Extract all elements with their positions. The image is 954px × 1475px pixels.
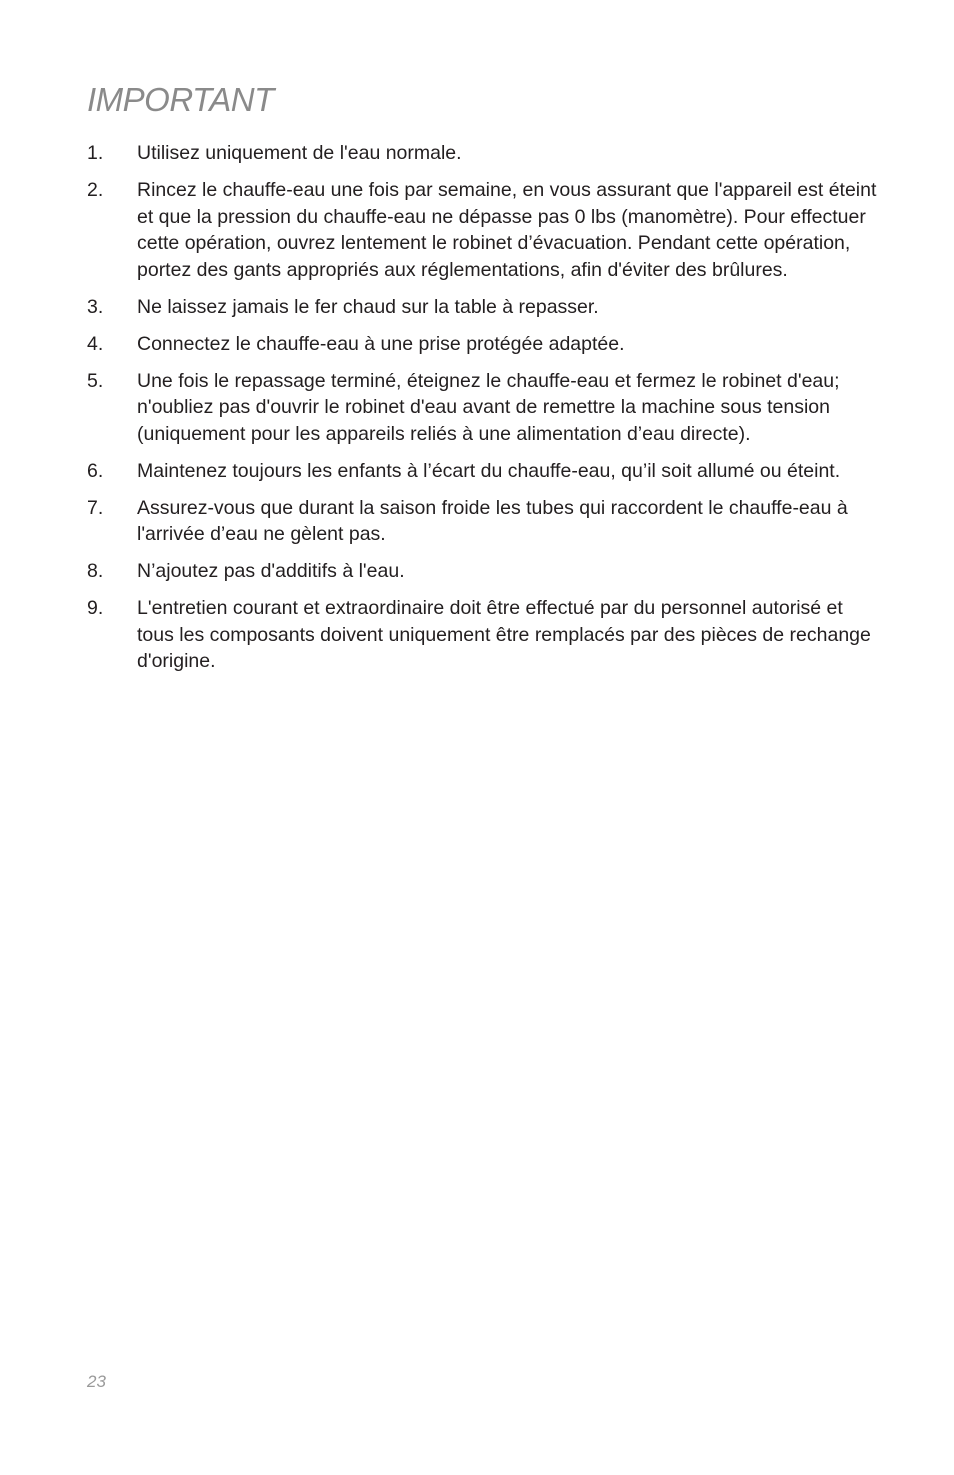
item-text: Ne laissez jamais le fer chaud sur la table à repasser. [137, 295, 599, 318]
item-number: 6. [87, 459, 104, 482]
item-number: 9. [87, 597, 104, 619]
item-text: Maintenez toujours les enfants à l’écart du chauffe-eau, qu’il soit allumé ou éteint. [137, 459, 841, 482]
list-item [87, 368, 877, 448]
list-item [87, 495, 877, 548]
list-item [87, 140, 877, 167]
item-text: Utilisez uniquement de l'eau normale. [137, 142, 462, 164]
item-number: 3. [87, 295, 104, 318]
list-item [87, 294, 877, 321]
item-number: 7. [87, 496, 104, 519]
list-item [87, 458, 877, 485]
list-item [87, 558, 877, 585]
item-text: N’ajoutez pas d'additifs à l'eau. [137, 560, 405, 582]
item-number: 8. [87, 560, 104, 582]
item-text: Une fois le repassage terminé, éteignez le chauffe-eau et fermez le robinet d'eau; n'oubliez pas d'ouvrir le robinet d'eau avant de remettre la machine sous tension (uniquement pour les appareils reliés à une alimentation d’eau directe). [137, 369, 840, 445]
item-text: Assurez-vous que durant la saison froide les tubes qui raccordent le chauffe-eau à l'arrivée d’eau ne gèlent pas. [137, 496, 848, 545]
item-number: 5. [87, 369, 104, 392]
item-text: Rincez le chauffe-eau une fois par semaine, en vous assurant que l'appareil est éteint et que la pression du chauffe-eau ne dépasse pas 0 lbs (manomètre). Pour effectuer cette opération, ouvrez lentement le robinet d’évacuation. Pendant cette opération, portez des gants appropriés aux réglementations, afin d'éviter des brûlures. [137, 179, 877, 281]
list-item [87, 177, 877, 283]
list-item [87, 331, 877, 358]
instruction-list [87, 140, 877, 685]
item-number: 2. [87, 179, 104, 201]
item-number: 1. [87, 142, 104, 164]
page-title: IMPORTANT [87, 81, 274, 118]
item-text: L'entretien courant et extraordinaire doit être effectué par du personnel autorisé et tous les composants doivent uniquement être remplacés par des pièces de rechange d'origine. [137, 597, 871, 672]
item-text: Connectez le chauffe-eau à une prise protégée adaptée. [137, 332, 625, 355]
page-number: 23 [87, 1372, 106, 1391]
list-item [87, 595, 877, 675]
item-number: 4. [87, 332, 104, 355]
